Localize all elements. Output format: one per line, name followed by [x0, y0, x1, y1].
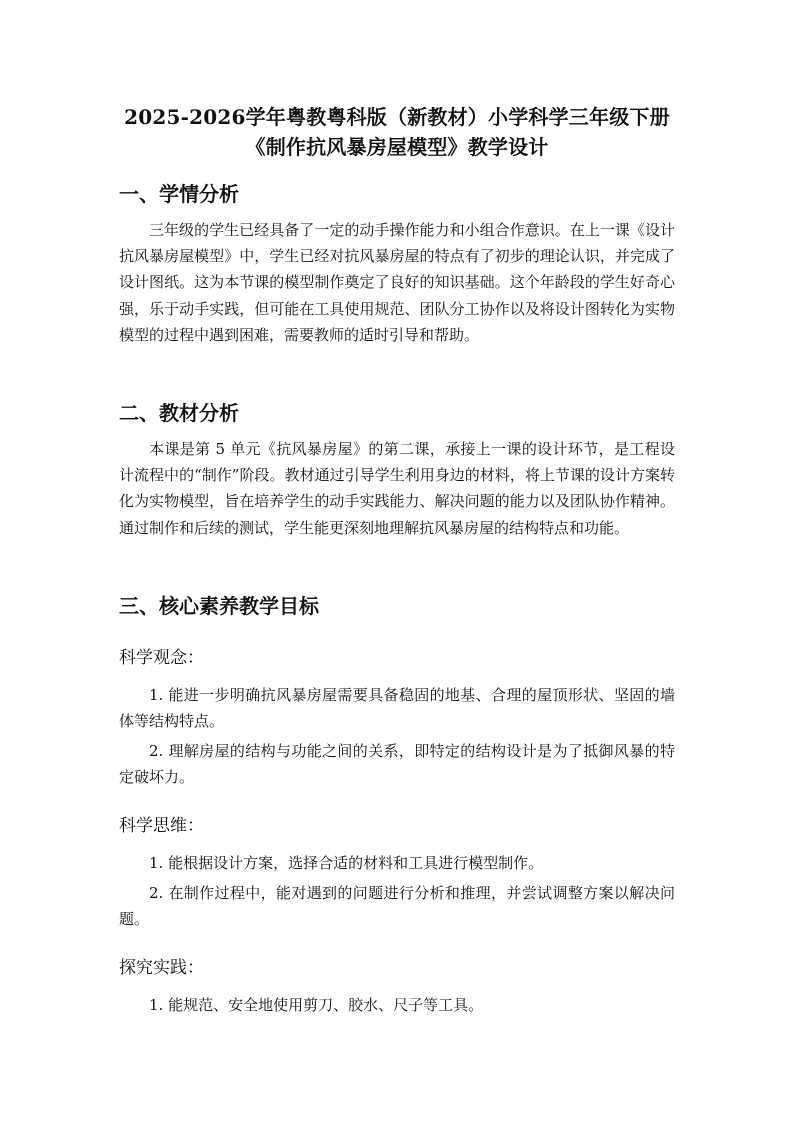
inquiry-practice-item-1: 1. 能规范、安全地使用剪刀、胶水、尺子等工具。	[149, 996, 484, 1014]
section-heading-textbook-analysis: 二、教材分析	[119, 401, 239, 425]
textbook-analysis-paragraph: 本课是第 5 单元《抗风暴房屋》的第二课，承接上一课的设计环节，是工程设计流程中的“制作”阶段。教材通过引导学生利用身边的材料，将上节课的设计方案转化为实物模型，旨在培养学生的动手实践能力、解决问题的能力以及团队协作精神。通过制作和后续的测试，学生能更深刻地理解抗风暴房屋的结构特点和功能。	[119, 440, 675, 537]
document-title-line2: 《制作抗风暴房屋模型》教学设计	[245, 135, 549, 159]
subheading-scientific-concepts: 科学观念：	[119, 648, 204, 668]
document-title-line1: 2025-2026学年粤教粤科版（新教材）小学科学三年级下册	[124, 105, 670, 129]
section-heading-learning-analysis: 一、学情分析	[119, 182, 239, 206]
subheading-scientific-thinking: 科学思维：	[119, 816, 204, 836]
scientific-thinking-item-2: 2. 在制作过程中，能对遇到的问题进行分析和推理，并尝试调整方案以解决问题。	[119, 884, 675, 929]
scientific-thinking-item-1: 1. 能根据设计方案，选择合适的材料和工具进行模型制作。	[149, 854, 544, 872]
learning-analysis-paragraph: 三年级的学生已经具备了一定的动手操作能力和小组合作意识。在上一课《设计抗风暴房屋模型》中，学生已经对抗风暴房屋的特点有了初步的理论认识，并完成了设计图纸。这为本节课的模型制作奠定了良好的知识基础。这个年龄段的学生好奇心强，乐于动手实践，但可能在工具使用规范、团队分工协作以及将设计图转化为实物模型的过程中遇到困难，需要教师的适时引导和帮助。	[119, 221, 675, 344]
subheading-inquiry-practice: 探究实践：	[119, 958, 204, 978]
scientific-concepts-item-2: 2. 理解房屋的结构与功能之间的关系，即特定的结构设计是为了抵御风暴的特定破坏力。	[119, 742, 675, 787]
scientific-concepts-item-1: 1. 能进一步明确抗风暴房屋需要具备稳固的地基、合理的屋顶形状、坚固的墙体等结构特点。	[119, 686, 675, 731]
section-heading-core-literacy-goals: 三、核心素养教学目标	[119, 594, 319, 618]
